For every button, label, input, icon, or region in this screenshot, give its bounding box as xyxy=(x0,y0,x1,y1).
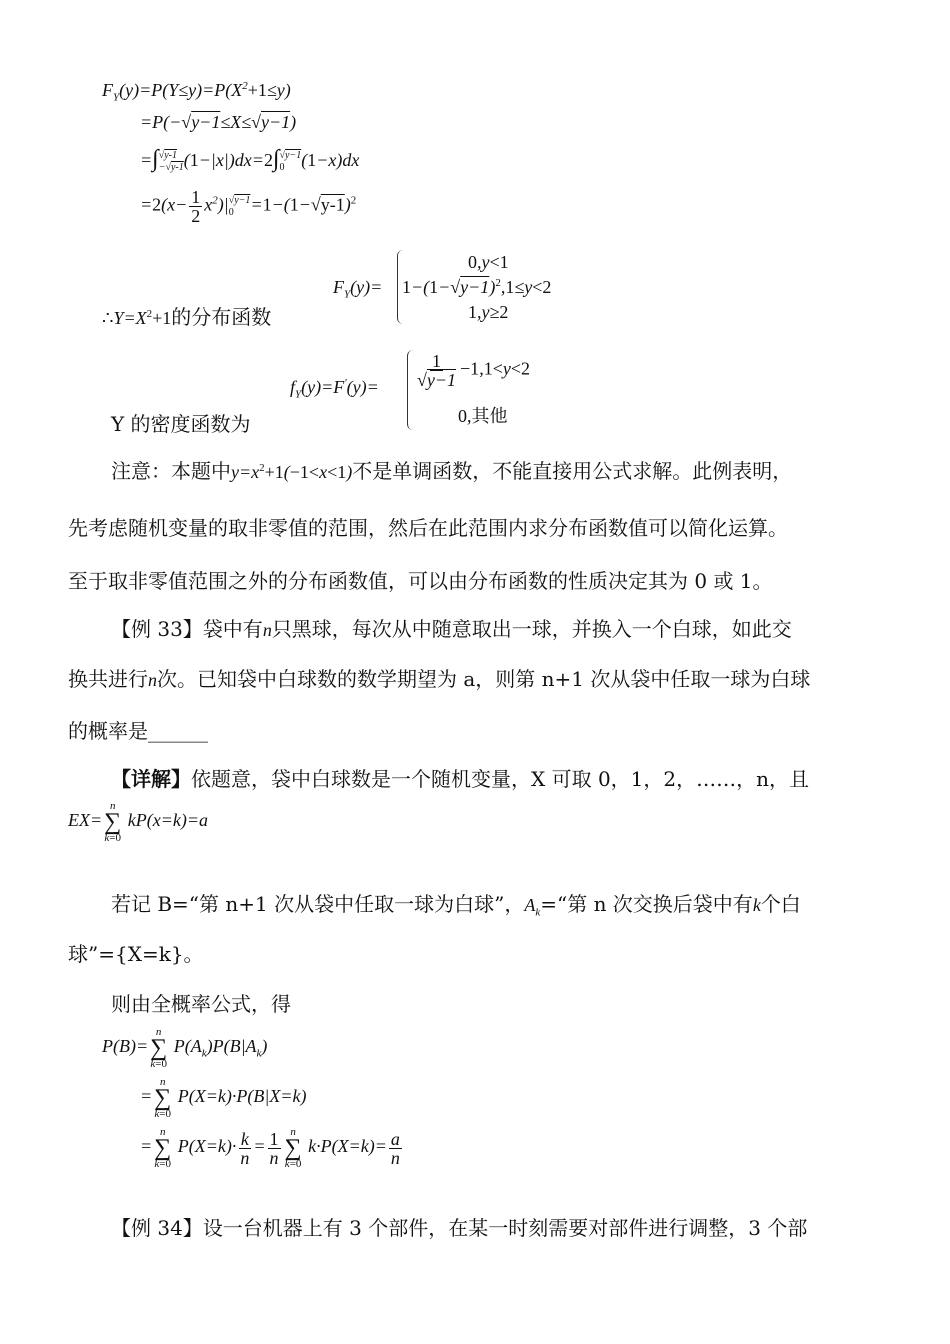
derivation-line-1: $F_Y(y)=P(Y\le y)=P(X^2+1\le y)$ xyxy=(102,80,291,104)
cdf-label-text: 的分布函数 xyxy=(171,305,272,329)
derivation-line-4: =2(x− $\frac{1}{2}$ $x^2)|$ √y−1 0 $=1-(1-√y-1)^2$ xyxy=(140,187,357,226)
pdf-label: Y 的密度函数为 xyxy=(111,412,251,436)
example-33-line-2: 换共进行n次。已知袋中白球数的数学期望为 a，则第 n+1 次从袋中任取一球为白球 xyxy=(68,667,811,691)
note-line-1: 注意：本题中$y=x^2+1(-1<x<1)$不是单调函数，不能直接用公式求解。此例表明， xyxy=(111,459,793,483)
expectation-formula: EX= n ∑ k=0 kP(x=k)=a xyxy=(68,800,208,844)
total-prob-line-2: = n ∑ k=0 P(X=k)·P(B|X=k) xyxy=(140,1076,307,1120)
solution-line-3: 球”={X=k}。 xyxy=(68,942,204,966)
total-prob-line-3: = n ∑ k=0 P(X=k)· $\frac{k}{n}$ = $\frac{1}{n}$ n ∑ k=0 k·P(X=k)= $\frac{a}{n}$ xyxy=(140,1126,400,1170)
note-line-3: 至于取非零值范围之外的分布函数值，可以由分布函数的性质决定其为 0 或 1。 xyxy=(68,569,773,593)
example-33-line-3: 的概率是______ xyxy=(68,719,208,743)
derivation-line-3: =∫ √y-1 −√y-1 (1−|x|)dx=2∫ √y−1 0 (1−x)dx xyxy=(140,146,360,173)
derivation-line-2: =P(−√y−1≤X≤√y−1) xyxy=(140,112,297,132)
cdf-label: $\therefore Y=X^2+1$的分布函数 xyxy=(102,305,272,329)
cdf-case-2: $1-(1-√y-1)^2,1\le y<2$ xyxy=(402,277,552,297)
cdf-case-3: 1,y≥2 xyxy=(468,302,509,322)
solution-line-4: 则由全概率公式，得 xyxy=(111,992,291,1016)
total-prob-line-1: P(B)= n ∑ k=0 $P(A_k)P(B|A_k)$ xyxy=(102,1026,268,1070)
solution-tag: 【详解】 xyxy=(111,767,191,791)
example-33-line-1: 【例 33】袋中有n只黑球，每次从中随意取出一球，并换入一个白球，如此交 xyxy=(111,617,792,641)
example-34-line-1: 【例 34】设一台机器上有 3 个部件，在某一时刻需要对部件进行调整，3 个部 xyxy=(111,1216,808,1240)
pdf-case-2: 0,其他 xyxy=(458,406,508,426)
note-line-2: 先考虑随机变量的取非零值的范围，然后在此范围内求分布函数值可以简化运算。 xyxy=(68,516,788,540)
therefore-symbol: ∴ xyxy=(102,308,114,328)
pdf-function: $f_Y(y)=F'(y)=$ xyxy=(290,377,379,401)
example-33-tag: 【例 33】 xyxy=(111,617,203,641)
example-34-tag: 【例 34】 xyxy=(111,1216,203,1240)
solution-line-2: 若记 B=“第 n+1 次从袋中任取一球为白球”，$A_k=“$第 n 次交换后袋中有k个白 xyxy=(111,892,801,919)
pdf-case-1: $\frac{1}{√y-1}$ −1,1<y<2 xyxy=(417,351,530,390)
solution-line-1: 【详解】依题意，袋中白球数是一个随机变量，X 可取 0，1，2，……，n，且 xyxy=(111,767,810,791)
cdf-function: $F_Y(y)=$ xyxy=(333,277,383,301)
cdf-case-1: 0,y<1 xyxy=(468,252,509,272)
